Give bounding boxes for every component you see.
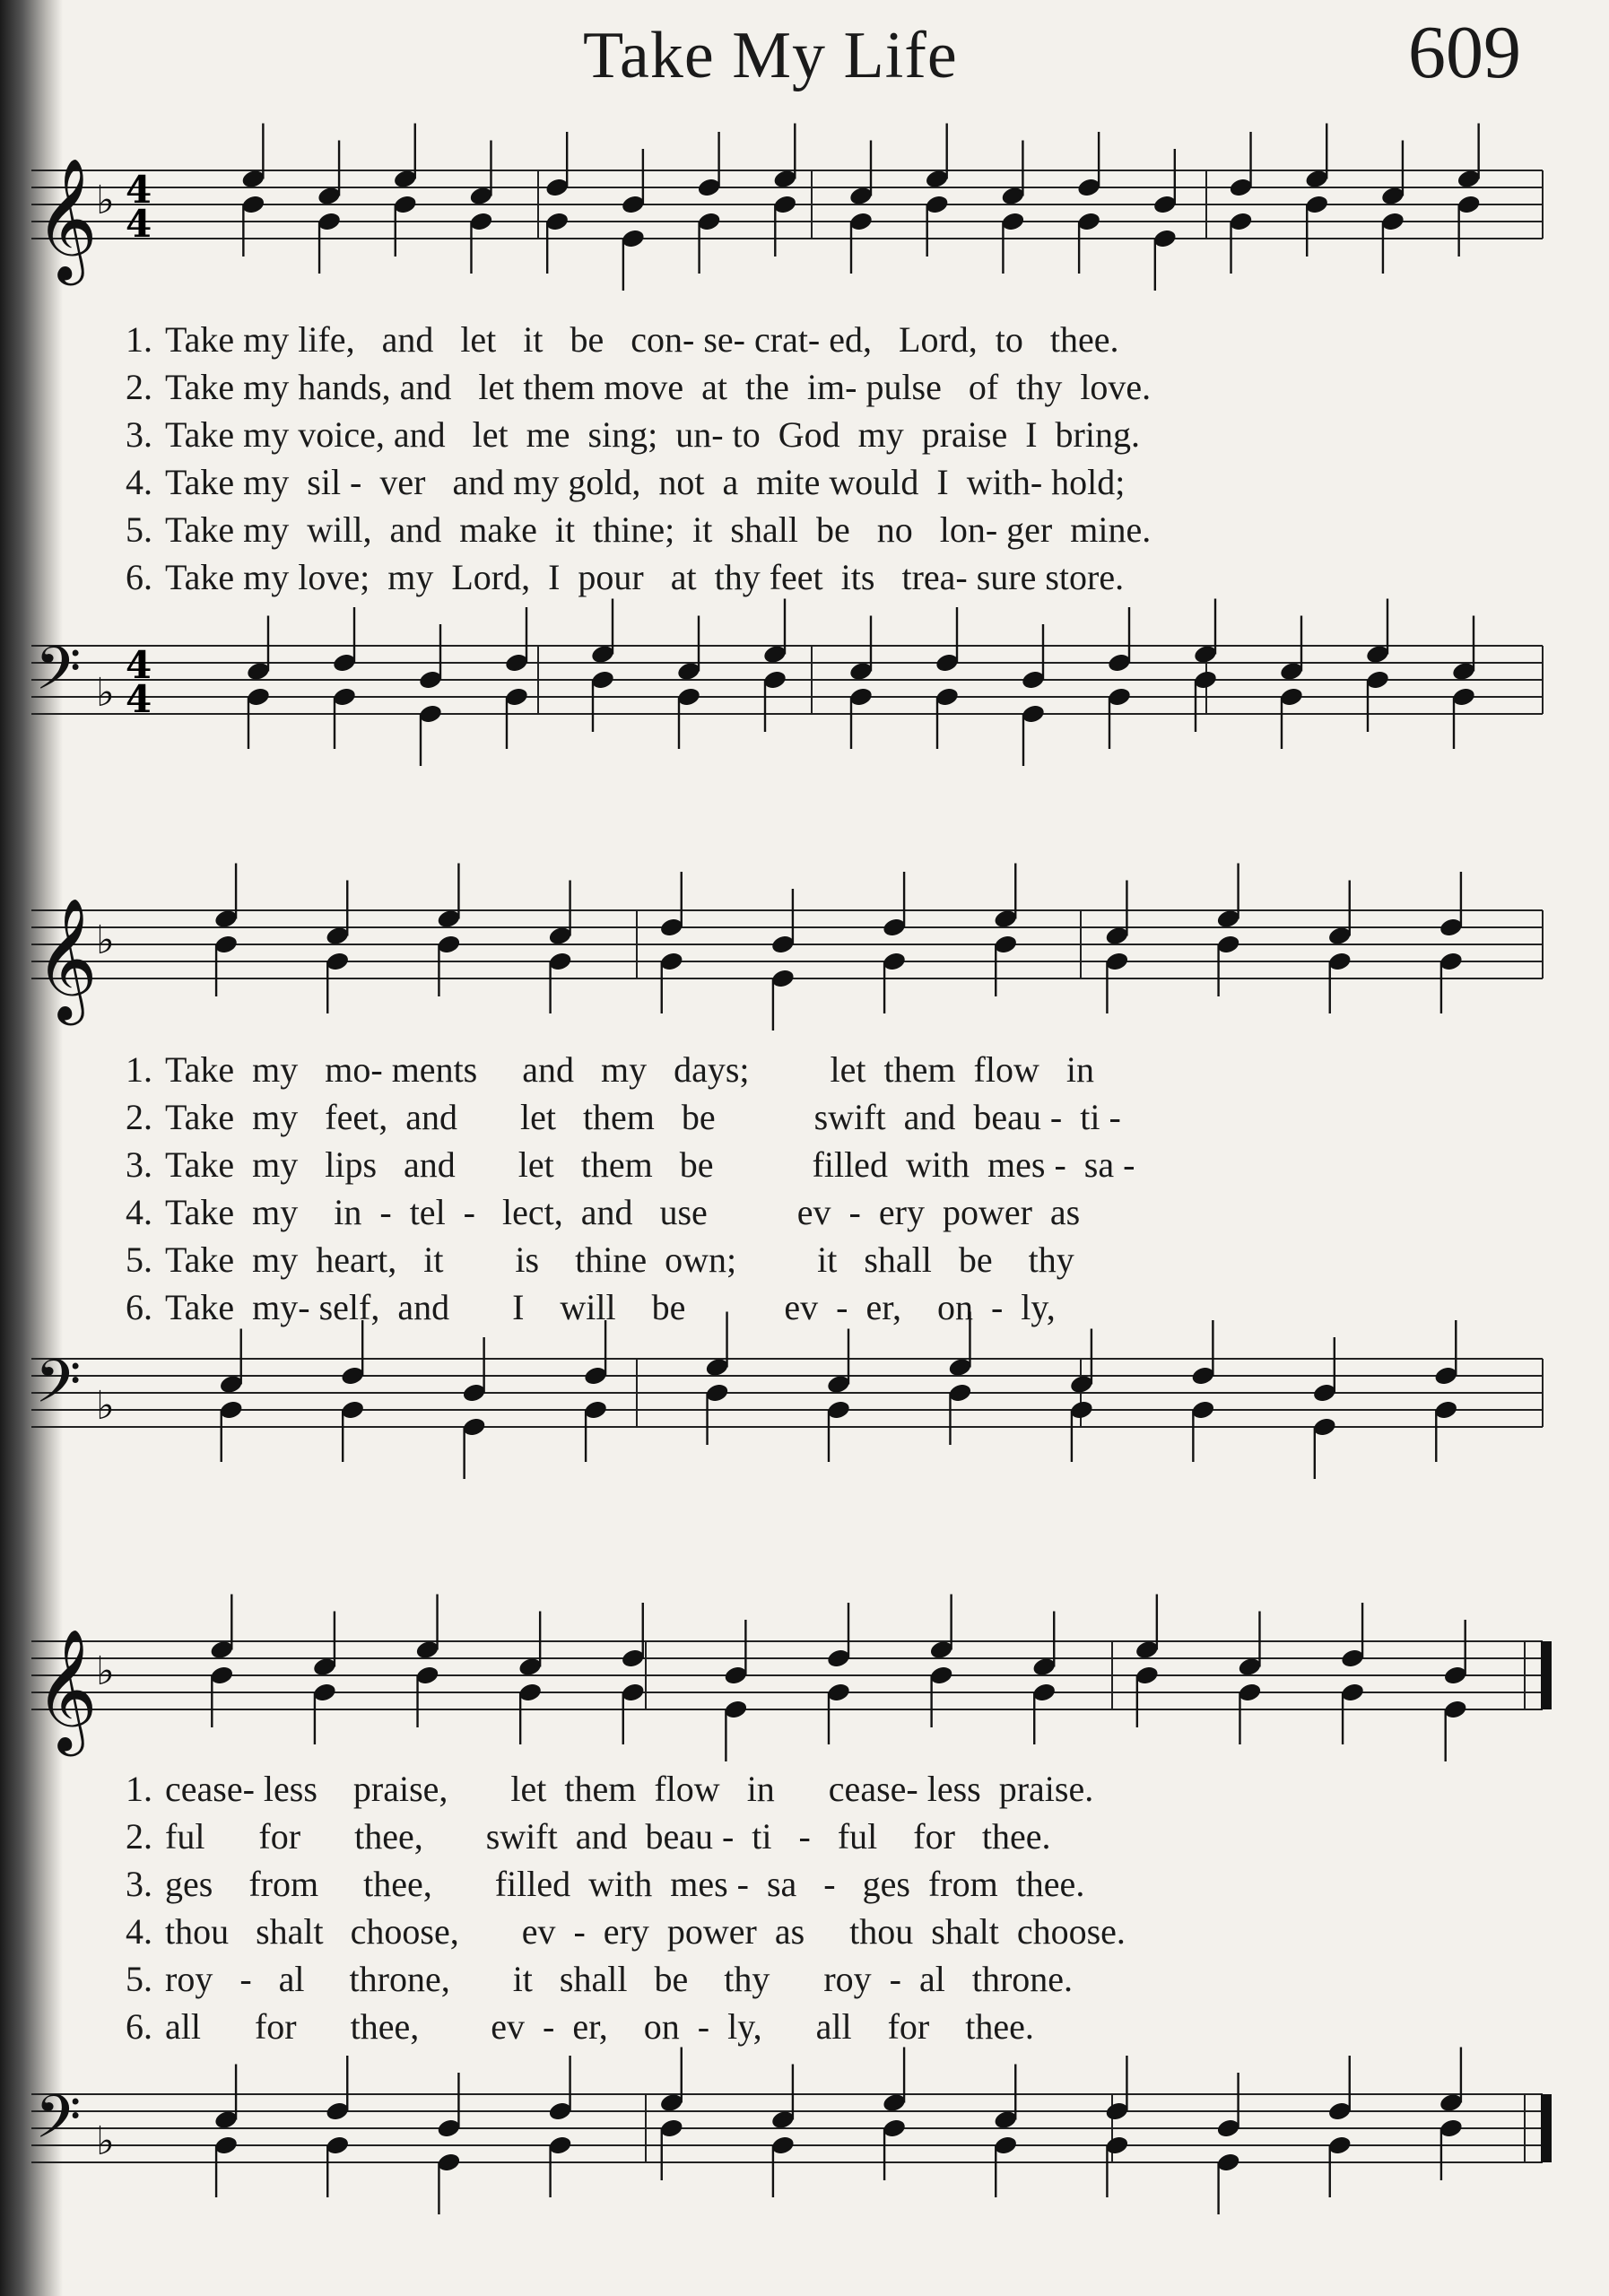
time-signature-icon: 4 [126,677,152,721]
flat-icon: ♭ [96,670,115,716]
bass-clef-icon: 𝄢 [35,634,82,718]
flat-icon: ♭ [96,2118,115,2164]
verse-line: 6. Take my- self, and I will be ev - er, on - ly, [126,1287,1056,1327]
verse-line: 6. Take my love; my Lord, I pour at thy feet its trea- sure store. [126,557,1125,597]
hymn-title: Take My Life [583,19,958,92]
verse-line: 4. Take my sil - ver and my gold, not a mite would I with- hold; [126,462,1126,502]
verse-line: 2. Take my hands, and let them move at the im- pulse of thy love. [126,367,1152,407]
hymn-number: 609 [1408,11,1521,94]
final-barline [1541,2094,1552,2162]
verse-line: 6. all for thee, ev - er, on - ly, all for thee. [126,2006,1034,2047]
time-signature-icon: 4 [126,168,152,212]
verse-line: 3. Take my lips and let them be filled with mes - sa - [126,1144,1135,1185]
verse-line: 3. Take my voice, and let me sing; un- to God my praise I bring. [126,414,1140,455]
bass-clef-icon: 𝄢 [35,1347,82,1431]
verse-line: 2. Take my feet, and let them be swift and beau - ti - [126,1097,1121,1137]
flat-icon: ♭ [96,918,115,963]
treble-clef-icon: 𝄞 [35,156,98,280]
verse-line: 5. roy - al throne, it shall be thy roy - al throne. [126,1959,1074,1999]
verse-line: 1. cease- less praise, let them flow in cease- less praise. [126,1769,1094,1809]
bass-clef-icon: 𝄢 [35,2083,82,2166]
verse-line: 4. Take my in - tel - lect, and use ev - ery power as [126,1192,1081,1232]
verse-line: 5. Take my heart, it is thine own; it shall be thy [126,1239,1074,1280]
treble-staff-1 [0,152,1609,296]
verse-line: 2. ful for thee, swift and beau - ti - ful for thee. [126,1816,1051,1857]
flat-icon: ♭ [96,1383,115,1429]
treble-clef-icon: 𝄞 [35,1627,98,1751]
bass-staff-2 [0,1341,1609,1484]
bass-staff-1 [0,628,1609,771]
lyrics-system-1 [108,316,1543,601]
flat-icon: ♭ [96,1648,115,1694]
lyrics-system-2 [108,1046,1543,1331]
time-signature-icon: 4 [126,643,152,687]
book-spine-shadow [0,0,63,2296]
lyrics-system-3 [108,1765,1543,2050]
bass-staff-3 [0,2076,1609,2220]
time-signature-icon: 4 [126,202,152,246]
verse-line: 3. ges from thee, filled with mes - sa - ges from thee. [126,1864,1085,1904]
treble-staff-2 [0,892,1609,1036]
treble-clef-icon: 𝄞 [35,896,98,1020]
treble-staff-3 [0,1623,1609,1767]
flat-icon: ♭ [96,178,115,223]
verse-line: 1. Take my mo- ments and my days; let them flow in [126,1049,1094,1090]
final-barline [1541,1641,1552,1709]
verse-line: 1. Take my life, and let it be con- se- crat- ed, Lord, to thee. [126,319,1119,360]
verse-line: 5. Take my will, and make it thine; it shall be no lon- ger mine. [126,509,1152,550]
verse-line: 4. thou shalt choose, ev - ery power as thou shalt choose. [126,1911,1126,1952]
